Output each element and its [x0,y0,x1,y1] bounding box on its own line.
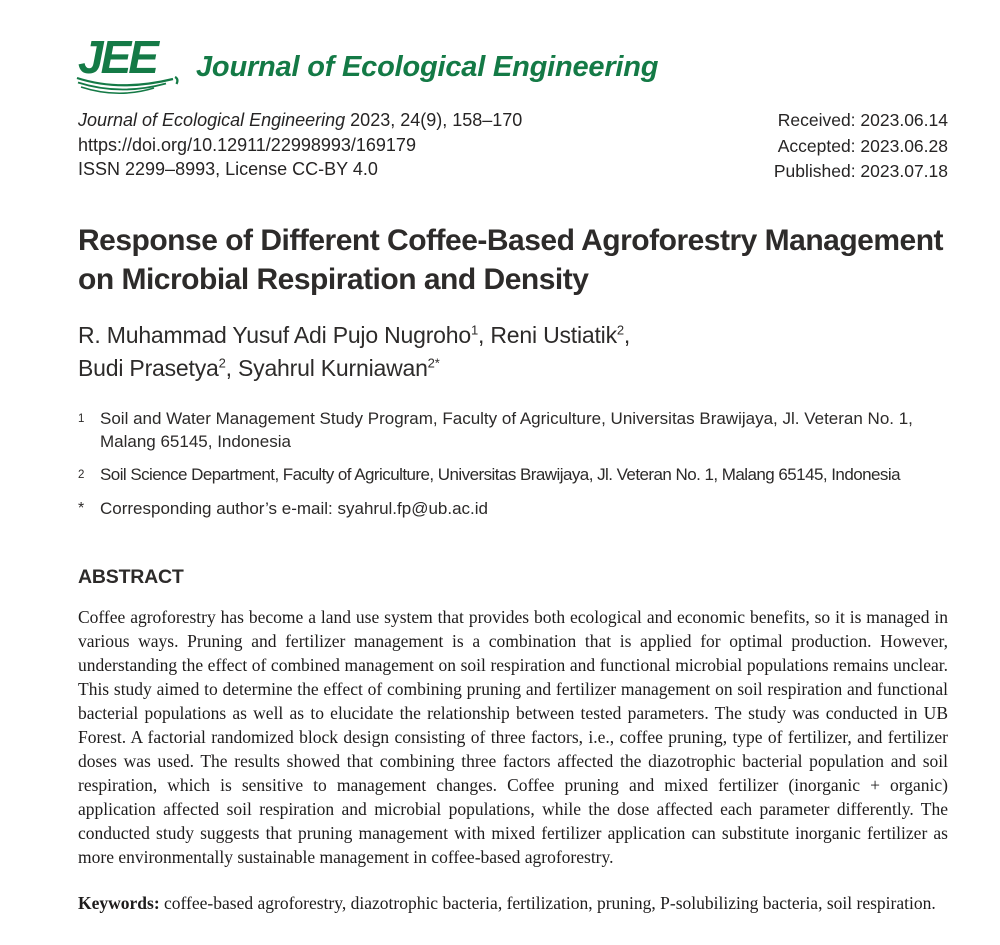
jee-logo [78,31,182,98]
author-superscript: 2* [427,354,440,370]
author-name: R. Muhammad Yusuf Adi Pujo Nugroho [78,321,471,348]
citation-line [78,108,522,133]
journal-masthead [78,31,948,185]
logo-swoosh-icon [76,76,182,98]
published-date: Published: 2023.07.18 [773,161,948,181]
citation-issue: 2023, 24(9), 158–170 [345,110,523,130]
author-superscript: 1 [470,321,478,337]
keywords-line [78,891,948,915]
author [78,355,238,381]
jee-logo-text: JEE [78,31,156,83]
author-separator: , [477,321,491,348]
author-list [78,319,948,385]
affiliation-item [78,407,948,453]
logo-row [78,31,948,98]
affiliation-text: Soil Science Department, Faculty of Agriculture, Universitas Brawijaya, Jl. Veteran No. 1, Malang 65145, Indonesia [100,464,901,484]
author [490,322,630,348]
issn-license-line: ISSN 2299–8993, License CC-BY 4.0 [78,159,378,179]
received-date: Received: 2023.06.14 [777,110,948,130]
citation-block [78,108,522,185]
author-name: Syahrul Kurniawan [238,354,428,381]
article-title-line2: on Microbial Respiration and Density [78,262,589,296]
article-title-line1: Response of Different Coffee-Based Agroforestry Management [78,223,944,257]
abstract-section [78,566,948,869]
article-title [78,221,948,299]
affiliation-item [78,497,948,520]
affiliation-list [78,407,948,520]
abstract-heading: ABSTRACT [78,565,184,588]
author-name: Budi Prasetya [78,354,219,381]
dates-block [774,108,948,185]
affiliation-marker: 2 [78,468,85,481]
keywords-label: Keywords: [78,892,160,913]
abstract-text: Coffee agroforestry has become a land use system that provides both ecological and economic benefits, so it is managed in various ways. Pruning and fertilizer management is a combination that is applied for optimal production. However, understanding the effect of combined management on soil respiration and functional microbial populations remains unclear. This study aimed to determine the effect of combining pruning and fertilizer management on soil respiration and functional bacterial populations as well as to elucidate the relationship between tested parameters. The study was conducted in UB Forest. A factorial randomized block design consisting of three factors, i.e., coffee pruning, type of fertilizer, and fertilizer doses was used. The results showed that combining three factors affected the diazotrophic bacterial population and soil respiration, which is sensitive to management changes. Coffee pruning and mixed fertilizer (inorganic + organic) application affected soil respiration and microbial populations, while the dose affected each parameter differently. The conducted study suggests that pruning management with mixed fertilizer application can substitute inorganic fertilizer as more environmentally sustainable management in coffee-based agroforestry. [78,606,948,867]
citation-journal-name: Journal of Ecological Engineering [78,110,346,130]
corresponding-author-marker: * [78,499,85,517]
corresponding-author-email: Corresponding author’s e-mail: syahrul.fp@ub.ac.id [100,498,488,518]
author-superscript: 2 [616,321,624,337]
affiliation-item [78,463,948,487]
author-superscript: 2 [218,354,226,370]
journal-name-heading: Journal of Ecological Engineering [196,51,659,83]
accepted-date: Accepted: 2023.06.28 [777,135,948,156]
keywords-text: coffee-based agroforestry, diazotrophic bacteria, fertilization, pruning, P-solubilizing bacteria, soil respiration. [164,892,936,913]
doi-link[interactable]: https://doi.org/10.12911/22998993/169179 [78,134,416,155]
author [78,322,490,348]
affiliation-marker: 1 [78,412,85,425]
author-separator: , [623,321,631,348]
meta-row [78,108,948,185]
author-name: Reni Ustiatik [490,321,617,348]
affiliation-text: Soil and Water Management Study Program, Faculty of Agriculture, Universitas Brawijaya, Jl. Veteran No. 1, Malang 65145, Indonesia [100,408,913,451]
author-separator: , [225,354,239,381]
author [238,355,440,381]
